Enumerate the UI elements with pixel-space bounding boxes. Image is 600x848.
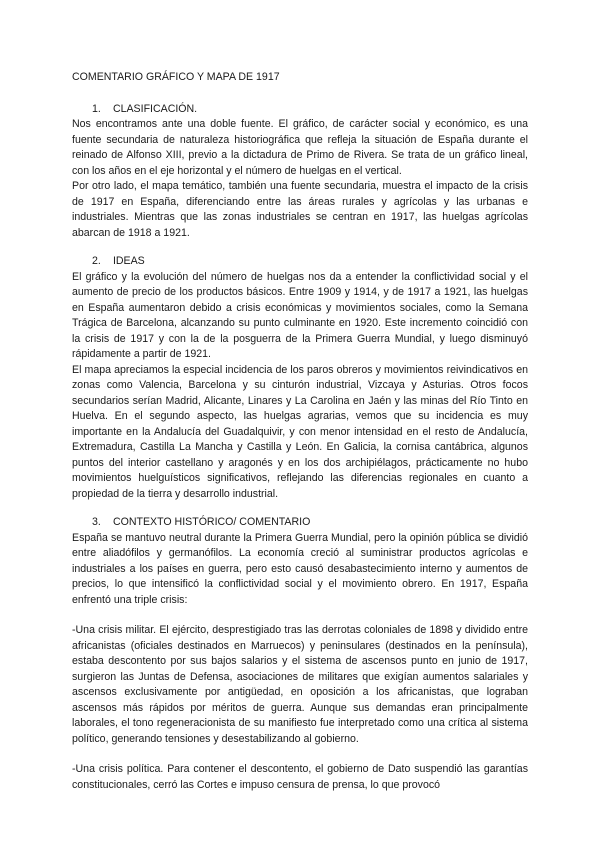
paragraph: -Una crisis política. Para contener el descontento, el gobierno de Dato suspendió las garantías constitucionales, cerró las Cortes e impuso censura de prensa, lo que provocó (72, 763, 528, 791)
paragraph: El gráfico y la evolución del número de huelgas nos da a entender la conflictividad social y el aumento de precio de los productos básicos. Entre 1909 y 1914, y de 1917 a 1921, las huelgas en España aumentaron debido a crisis económicas y movimientos sociales, como la Semana Trágica de Barcelona, alcanzando su punto culminante en 1920. Este incremento coincidió con la crisis de 1917 y con la de la posguerra de la Primera Guerra Mundial, y luego disminuyó rápidamente a partir de 1921. (72, 270, 528, 360)
paragraph: España se mantuvo neutral durante la Primera Guerra Mundial, pero la opinión pública se dividió entre aliadófilos y germanófilos. La economía creció al suministrar productos agrícolas e industriales a los países en guerra, pero esto causó desabastecimiento interno y aumentos de precios, lo que intensificó la conflictividad social y el movimiento obrero. En 1917, España enfrentó una triple crisis: (72, 531, 528, 606)
paragraph: El mapa apreciamos la especial incidencia de los paros obreros y movimientos reivindicativos en zonas como Valencia, Barcelona y su cinturón industrial, Vizcaya y Asturias. Otros focos secundarios serían Madrid, Alicante, Linares y La Carolina en Jaén y las minas del Río Tinto en Huelva. En el segundo aspecto, las huelgas agrarias, vemos que su incidencia es muy importante en la Andalucía del Guadalquivir, y con menor intensidad en el resto de Andalucía, Extremadura, Castilla La Mancha y Castilla y León. En Galicia, la cornisa cantábrica, algunos puntos del interior castellano y aragonés y en los dos archipiélagos, prácticamente no hubo movimientos huelguísticos significativos, reflejando las diferencias regionales en cuanto a propiedad de la tierra y desarrollo industrial. (72, 363, 528, 500)
section-contexto (72, 515, 528, 793)
section-number: 1. (92, 102, 101, 115)
section-title: CLASIFICACIÓN. (112, 102, 198, 115)
section-number: 2. (92, 255, 101, 267)
paragraph: -Una crisis militar. El ejército, desprestigiado tras las derrotas coloniales de 1898 y dividido entre africanistas (oficiales destinados en Marruecos) y peninsulares (destinados en la península), estaba descontento por sus bajos salarios y el sistema de ascensos punto en junio de 1917, surgieron las Juntas de Defensa, asociaciones de militares que exigían aumentos salariales y ascensos exclusivamente por antigüedad, en oposición a los africanistas, que lograban ascensos más rápidos por méritos de guerra. Aunque sus demandas eran principalmente laborales, el tono regeneracionista de su manifiesto fue interpretado como una crítica al sistema político, generando tensiones y desestabilizando al gobierno. (72, 624, 528, 745)
document-title: COMENTARIO GRÁFICO Y MAPA DE 1917 (72, 71, 280, 83)
section-title: CONTEXTO HISTÓRICO/ COMENTARIO (112, 516, 311, 528)
paragraph: Nos encontramos ante una doble fuente. El gráfico, de carácter social y económico, es una fuente secundaria de naturaleza historiográfica que refleja la situación de España durante el reinado de Alfonso XIII, previo a la dictadura de Primo de Rivera. Se trata de un gráfico lineal, con los años en el eje horizontal y el número de huelgas en el vertical. (72, 118, 528, 177)
section-ideas (72, 254, 528, 502)
section-clasificacion (72, 102, 528, 242)
section-heading (72, 102, 528, 118)
section-heading (72, 515, 528, 531)
section-title: IDEAS (112, 255, 145, 267)
section-heading (72, 254, 528, 270)
section-number: 3. (92, 516, 101, 528)
paragraph: Por otro lado, el mapa temático, también una fuente secundaria, muestra el impacto de la crisis de 1917 en España, diferenciando entre las áreas rurales y agrícolas y las urbanas e industriales. Mientras que las zonas industriales se centran en 1917, las huelgas agrícolas abarcan de 1918 a 1921. (72, 180, 528, 239)
